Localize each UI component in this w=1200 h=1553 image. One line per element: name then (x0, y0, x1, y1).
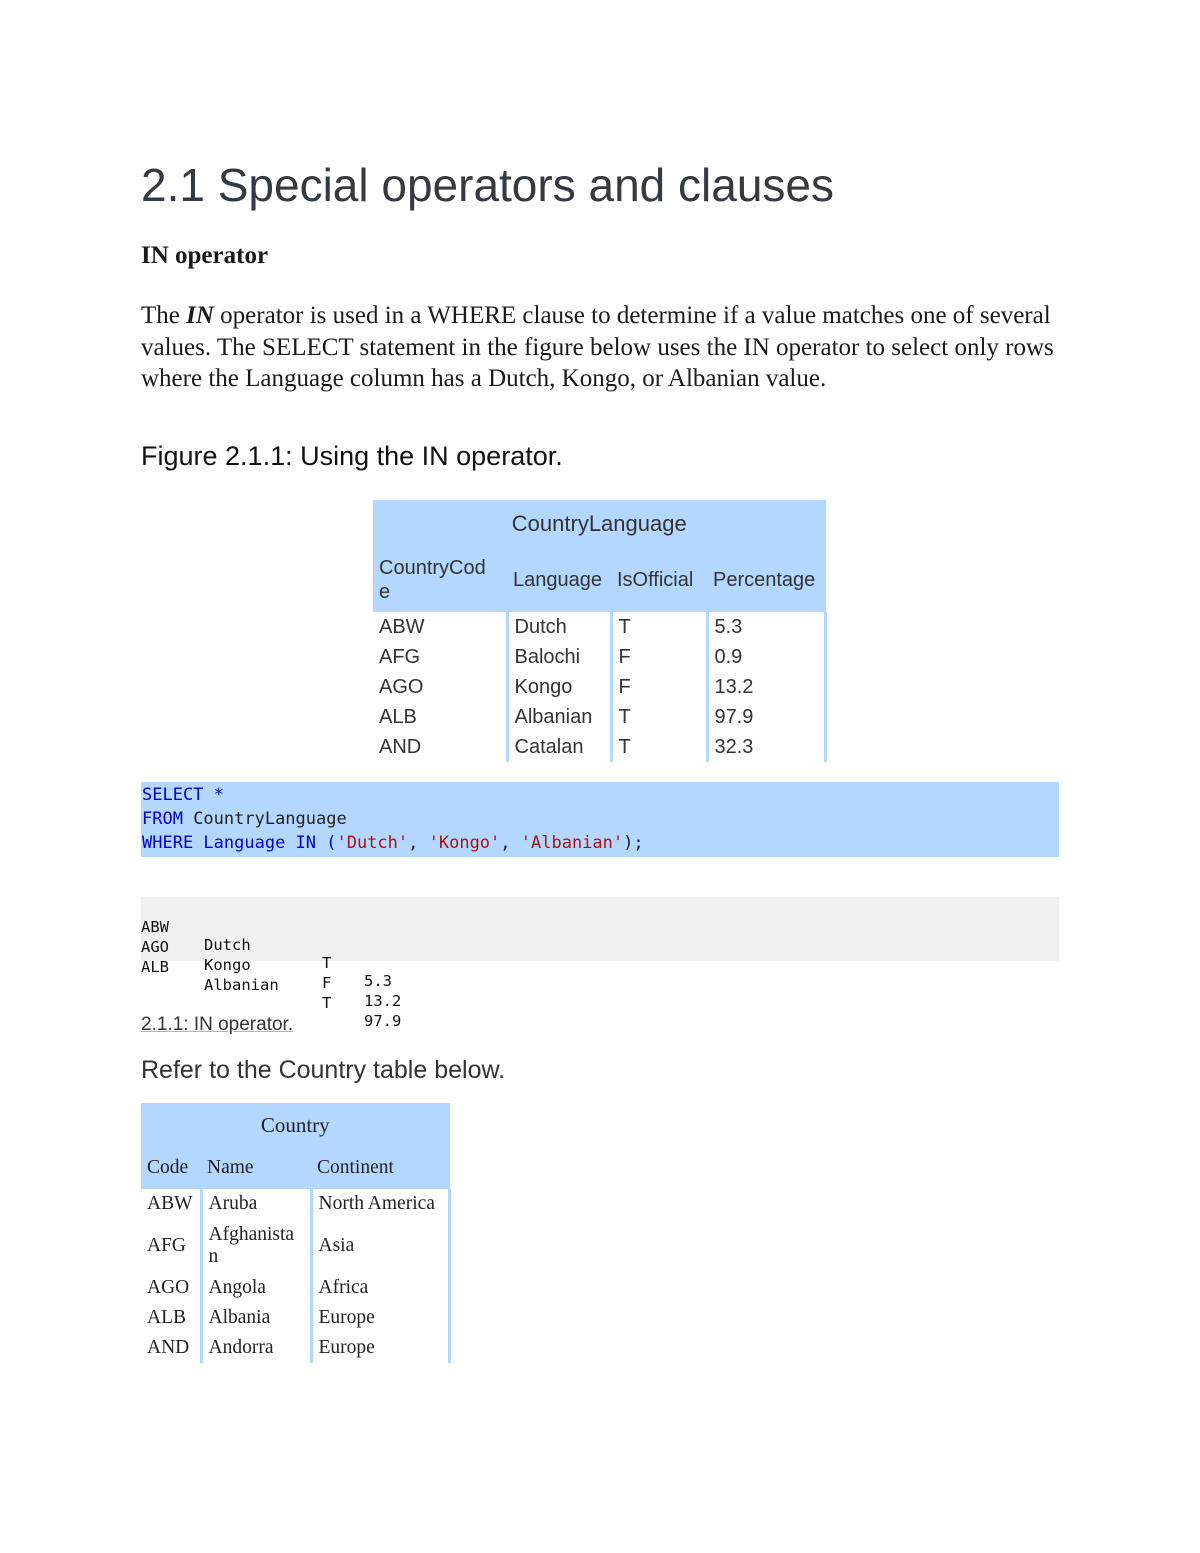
table-row (373, 612, 826, 642)
sql-keyword: WHERE (142, 833, 194, 853)
table-row (373, 672, 826, 702)
result-cell: ALB (141, 958, 169, 976)
table-cell: North America (311, 1189, 450, 1219)
table-cell: ABW (379, 615, 425, 638)
page-title: 2.1 Special operators and clauses (141, 159, 834, 211)
table-cell: Albania (201, 1303, 311, 1333)
table-cell: ALB (147, 1307, 186, 1328)
sql-line-select (142, 785, 224, 805)
sql-keyword: SELECT (142, 785, 204, 805)
table-cell: AFG (379, 645, 421, 668)
table-cell: F (611, 672, 707, 702)
table-title: CountryLanguage (511, 511, 687, 536)
table-cell: Europe (311, 1333, 450, 1363)
sql-string: 'Dutch' (336, 833, 409, 853)
table-cell: Europe (311, 1303, 450, 1333)
column-header: Code (147, 1157, 189, 1178)
intro-text: operator is used in a WHERE clause to determine if a value matches one of several values. The SELECT statement in the figure below uses the IN operator to select only rows where the Language column has a Dutch, Kongo, or Albanian value. (141, 302, 1054, 392)
table-cell: AGO (379, 675, 424, 698)
table-cell: Andorra (201, 1333, 311, 1363)
sql-end: ); (623, 833, 644, 853)
result-cell: 5.3 (364, 972, 392, 990)
table-cell: Africa (311, 1273, 450, 1303)
table-cell: AND (147, 1337, 190, 1358)
section-heading: IN operator (141, 242, 269, 269)
table-row (141, 1219, 450, 1273)
table-cell: T (611, 732, 707, 762)
sql-line-from (142, 809, 347, 829)
table-cell: Kongo (507, 672, 611, 702)
table-cell: Dutch (507, 612, 611, 642)
result-cell: 97.9 (364, 1012, 402, 1030)
table-cell: Balochi (507, 642, 611, 672)
table-row (141, 1303, 450, 1333)
table-cell (201, 1219, 311, 1273)
table-cell: 5.3 (707, 612, 826, 642)
intro-paragraph (141, 300, 1071, 395)
result-cell: T (322, 954, 332, 972)
column-header: Percentage (713, 568, 816, 591)
sql-table-name: CountryLanguage (182, 809, 347, 829)
table-row (141, 1333, 450, 1363)
sql-string: 'Albanian' (520, 833, 624, 853)
table-row (373, 642, 826, 672)
table-cell: T (611, 702, 707, 732)
sql-where-clause: Language IN ( (193, 833, 337, 853)
sql-line-where (142, 833, 644, 853)
animation-caption-link[interactable]: 2.1.1: IN operator. (141, 1014, 294, 1035)
table-cell: 97.9 (707, 702, 826, 732)
sql-keyword: FROM (142, 809, 183, 829)
table-row (141, 1189, 450, 1219)
table-cell: AND (379, 735, 422, 758)
column-header: Name (207, 1157, 254, 1178)
table-cell: Asia (311, 1219, 450, 1273)
sql-star: * (203, 785, 224, 805)
intro-emphasis: IN (186, 302, 214, 329)
country-table (141, 1103, 451, 1363)
table-cell: Catalan (507, 732, 611, 762)
refer-text: Refer to the Country table below. (141, 1056, 506, 1084)
table-row (373, 732, 826, 762)
table-cell: ABW (147, 1193, 193, 1214)
sql-separator: , (408, 833, 429, 853)
table-cell: Angola (201, 1273, 311, 1303)
result-cell: T (322, 994, 332, 1012)
table-cell: Aruba (201, 1189, 311, 1219)
column-header: Continent (317, 1157, 394, 1178)
figure-caption: Figure 2.1.1: Using the IN operator. (141, 441, 563, 471)
table-cell: 13.2 (707, 672, 826, 702)
result-cell: 13.2 (364, 992, 402, 1010)
sql-separator: , (500, 833, 521, 853)
table-cell: AGO (147, 1277, 190, 1298)
result-cell: Dutch (204, 936, 251, 954)
table-row (141, 1273, 450, 1303)
table-cell: AFG (147, 1235, 187, 1256)
table-cell: T (611, 612, 707, 642)
table-cell: Albanian (507, 702, 611, 732)
table-cell: F (611, 642, 707, 672)
sql-code-block (141, 782, 1059, 857)
result-cell: F (322, 974, 332, 992)
result-cell: Albanian (204, 976, 279, 994)
country-language-table (373, 500, 827, 762)
table-cell: 32.3 (707, 732, 826, 762)
column-header: IsOfficial (617, 568, 694, 591)
result-cell: ABW (141, 918, 169, 936)
cell-text: Afghanistan (208, 1224, 295, 1267)
table-row (373, 702, 826, 732)
intro-prefix: The (141, 302, 187, 329)
result-cell: AGO (141, 938, 169, 956)
column-header: CountryCode (379, 557, 486, 603)
result-cell: Kongo (204, 956, 251, 974)
table-cell: ALB (379, 705, 417, 728)
table-title: Country (260, 1112, 330, 1137)
column-header: Language (513, 568, 602, 591)
sql-string: 'Kongo' (428, 833, 501, 853)
table-cell: 0.9 (707, 642, 826, 672)
